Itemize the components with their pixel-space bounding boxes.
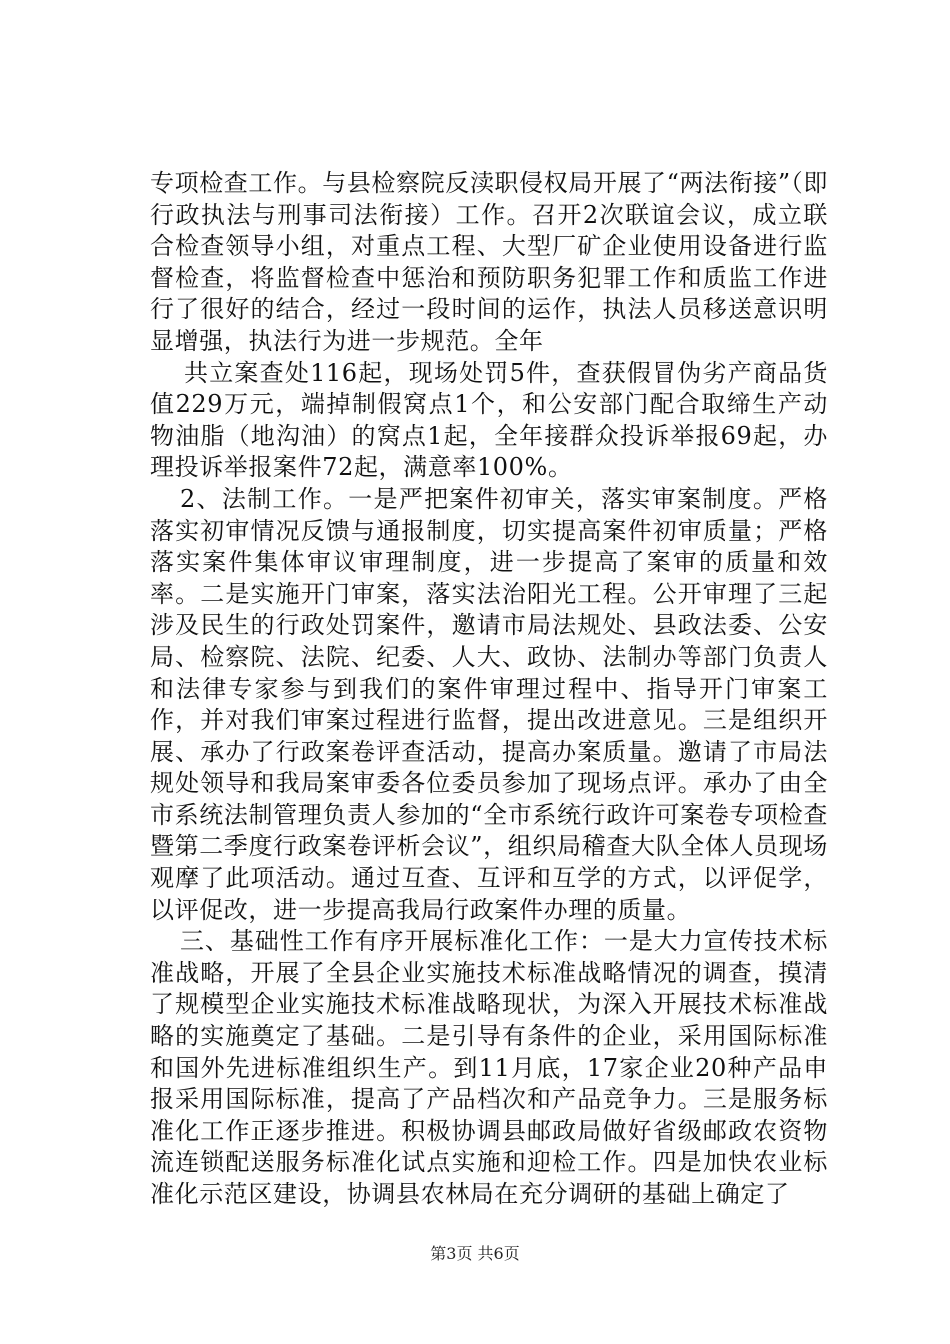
paragraph-3: 2、法制工作。一是严把案件初审关，落实审案制度。严格落实初审情况反馈与通报制度，切实提高案件初审质量；严格落实案件集体审议审理制度，进一步提高了案审的质量和效率。二是实施开门审案，落实法治阳光工程。公开审理了三起涉及民生的行政处罚案件，邀请市局法规处、县政法委、公安局、检察院、法院、纪委、人大、政协、法制办等部门负责人和法律专家参与到我们的案件审理过程中、指导开门审案工作，并对我们审案过程进行监督，提出改进意见。三是组织开展、承办了行政案卷评查活动，提高办案质量。邀请了市局法规处领导和我局案审委各位委员参加了现场点评。承办了由全市系统法制管理负责人参加的“全市系统行政许可案卷专项检查暨第二季度行政案卷评析会议”，组织局稽查大队全体人员现场观摩了此项活动。通过互查、互评和互学的方式，以评促学，以评促改，进一步提高我局行政案件办理的质量。	[150, 484, 828, 924]
page-number: 第3页 共6页	[430, 1244, 520, 1263]
paragraph-4: 三、基础性工作有序开展标准化工作：一是大力宣传技术标准战略，开展了全县企业实施技术标准战略情况的调查，摸清了规模型企业实施技术标准战略现状，为深入开展技术标准战略的实施奠定了基础。二是引导有条件的企业，采用国际标准和国外先进标准组织生产。到11月底，17家企业20种产品申报采用国际标准，提高了产品档次和产品竞争力。三是服务标准化工作正逐步推进。积极协调县邮政局做好省级邮政农资物流连锁配送服务标准化试点实施和迎检工作。四是加快农业标准化示范区建设，协调县农林局在充分调研的基础上确定了	[150, 927, 828, 1208]
paragraph-2: 共立案查处116起，现场处罚5件，查获假冒伪劣产商品货值229万元，端掉制假窝点1个，和公安部门配合取缔生产动物油脂（地沟油）的窝点1起，全年接群众投诉举报69起，办理投诉举报案件72起，满意率100%。	[150, 358, 828, 482]
document-body	[150, 168, 828, 1211]
paragraph-1: 专项检查工作。与县检察院反渎职侵权局开展了“两法衔接”（即行政执法与刑事司法衔接）工作。召开2次联谊会议，成立联合检查领导小组，对重点工程、大型厂矿企业使用设备进行监督检查，将监督检查中惩治和预防职务犯罪工作和质监工作进行了很好的结合，经过一段时间的运作，执法人员移送意识明显增强，执法行为进一步规范。全年	[150, 169, 828, 355]
